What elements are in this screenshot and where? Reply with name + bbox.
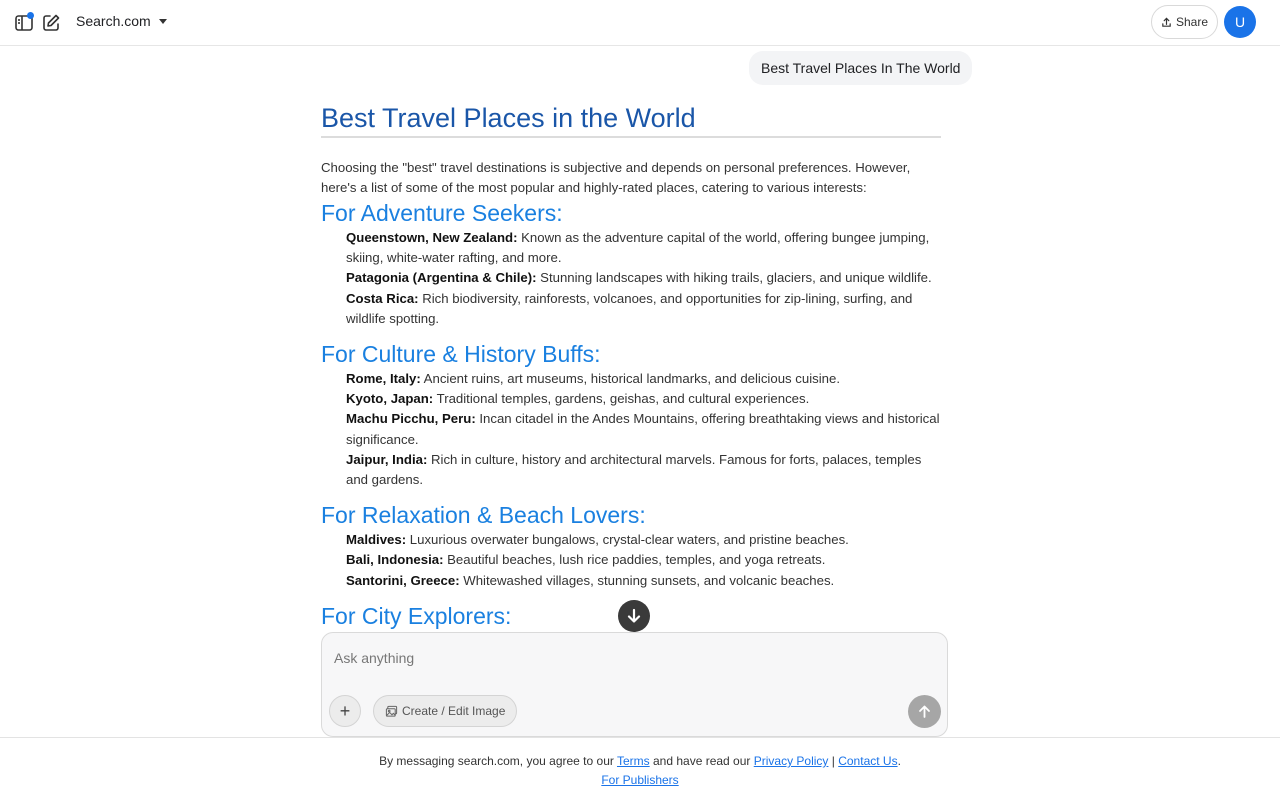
for-publishers-link[interactable]: For Publishers: [601, 773, 679, 787]
destination-desc: Known as the adventure capital of the world, offering bungee jumping, skiing, white-water rafting, and more.: [346, 230, 930, 266]
assistant-answer: [321, 102, 943, 629]
answer-intro: Choosing the "best" travel destinations is subjective and depends on personal preferences. However, here's a list of some of the most popular and highly-rated places, catering to various interests:: [321, 160, 911, 195]
section-heading: For Relaxation & Beach Lovers:: [321, 502, 646, 529]
privacy-policy-link[interactable]: Privacy Policy: [753, 754, 829, 768]
add-attachment-button[interactable]: [329, 695, 361, 727]
user-message-text: Best Travel Places In The World: [761, 60, 961, 76]
list-item: [346, 550, 942, 570]
destination-desc: Rich in culture, history and architectural marvels. Famous for forts, palaces, temples and gardens.: [346, 451, 922, 488]
list-item: [346, 289, 942, 329]
destination-name: Rome, Italy:: [346, 371, 421, 387]
ask-input[interactable]: [334, 647, 924, 669]
footer-text: By messaging search.com, you agree to our: [379, 754, 617, 768]
destination-name: Machu Picchu, Peru:: [346, 411, 476, 427]
destination-name: Jaipur, India:: [346, 451, 428, 467]
footer-disclaimer: [0, 754, 1280, 768]
share-label: Share: [1175, 15, 1209, 29]
message-composer: [321, 632, 948, 737]
section-relaxation: [321, 502, 943, 591]
user-avatar[interactable]: [1224, 6, 1256, 38]
destination-desc: Whitewashed villages, stunning sunsets, and volcanic beaches.: [459, 572, 835, 588]
list-item: [346, 389, 942, 409]
plus-icon: +: [339, 700, 351, 721]
scroll-down-button[interactable]: [618, 600, 650, 632]
arrow-down-icon: [625, 607, 643, 625]
destination-desc: Traditional temples, gardens, geishas, and cultural experiences.: [433, 391, 810, 407]
list-item: [346, 450, 942, 490]
chevron-down-icon: [159, 19, 167, 24]
notification-dot: [27, 12, 34, 19]
destination-desc: Luxurious overwater bungalows, crystal-clear waters, and pristine beaches.: [406, 532, 849, 548]
image-icon: [385, 705, 398, 718]
list-item: [346, 369, 942, 389]
model-selector[interactable]: [76, 13, 167, 29]
list-item: [346, 571, 942, 591]
destination-name: Santorini, Greece:: [346, 572, 460, 588]
destination-desc: Stunning landscapes with hiking trails, glaciers, and unique wildlife.: [536, 270, 932, 286]
terms-link[interactable]: Terms: [616, 754, 650, 768]
footer-separator: |: [828, 754, 839, 768]
footer-text: .: [897, 754, 901, 768]
section-heading: For Adventure Seekers:: [321, 200, 563, 226]
destination-list: [346, 530, 943, 591]
list-item: [346, 228, 942, 268]
destination-name: Queenstown, New Zealand:: [346, 230, 518, 245]
destination-list: [346, 228, 943, 329]
destination-name: Costa Rica:: [346, 290, 419, 306]
footer-text: and have read our: [649, 754, 754, 768]
section-culture: [321, 341, 943, 490]
footer: [0, 737, 1280, 800]
destination-desc: Beautiful beaches, lush rice paddies, temples, and yoga retreats.: [443, 552, 826, 568]
upload-icon: [1161, 17, 1172, 28]
send-button[interactable]: [908, 695, 941, 728]
destination-name: Bali, Indonesia:: [346, 552, 444, 568]
new-chat-edit-icon[interactable]: [40, 12, 62, 34]
list-item: [346, 409, 942, 449]
share-button[interactable]: [1151, 5, 1218, 39]
section-heading: For Culture & History Buffs:: [321, 341, 601, 368]
create-edit-image-label: Create / Edit Image: [402, 704, 506, 718]
avatar-initial: U: [1234, 14, 1246, 30]
chat-area[interactable]: [0, 46, 1280, 636]
destination-list: [346, 369, 943, 490]
list-item: [346, 268, 942, 288]
user-message-bubble: [749, 51, 972, 85]
destination-desc: Incan citadel in the Andes Mountains, offering breathtaking views and historical significance.: [346, 411, 940, 447]
section-heading: For City Explorers:: [321, 602, 512, 629]
section-adventure: [321, 200, 943, 329]
top-bar: [0, 0, 1280, 46]
arrow-up-icon: [917, 704, 932, 719]
answer-title: Best Travel Places in the World: [321, 102, 941, 138]
destination-desc: Ancient ruins, art museums, historical landmarks, and delicious cuisine.: [420, 371, 841, 387]
destination-name: Kyoto, Japan:: [346, 391, 434, 407]
destination-name: Maldives:: [346, 532, 407, 548]
create-edit-image-button[interactable]: [373, 695, 517, 727]
contact-us-link[interactable]: Contact Us: [838, 754, 898, 768]
destination-name: Patagonia (Argentina & Chile):: [346, 270, 537, 286]
list-item: [346, 530, 942, 550]
model-selector-label: Search.com: [76, 13, 151, 29]
destination-desc: Rich biodiversity, rainforests, volcanoes, and opportunities for zip-lining, surfing, and wildlife spotting.: [346, 290, 913, 326]
